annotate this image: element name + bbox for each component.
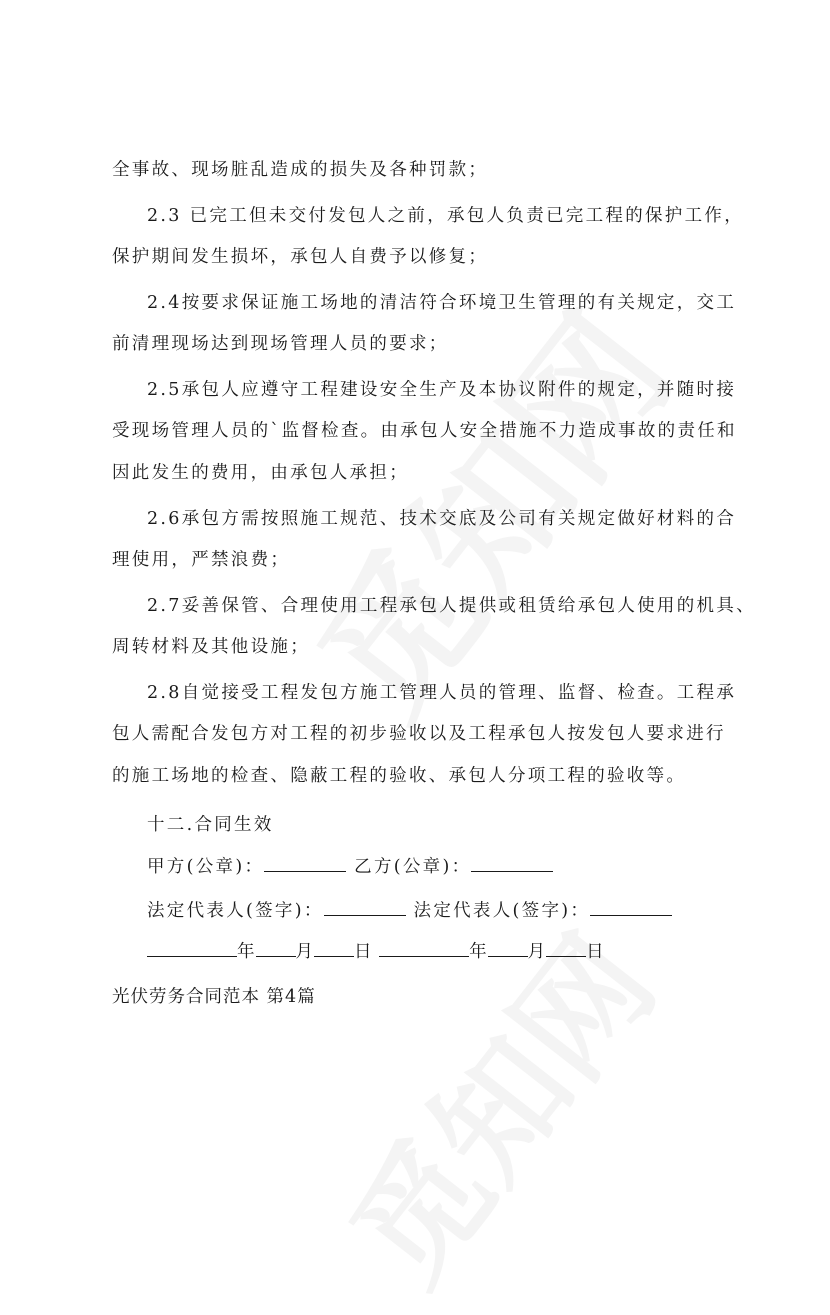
year-label: 年: [237, 942, 256, 962]
party-a-label: 甲方(公章)：: [147, 857, 265, 877]
day-label: 日: [586, 942, 605, 962]
clause-2-6-line: 2.6承包方需按照施工规范、技术交底及公司有关规定做好材料的合: [147, 509, 737, 529]
day-blank: [546, 940, 586, 957]
clause-2-5-line: 2.5承包人应遵守工程建设安全生产及本协议附件的规定，并随时接: [147, 380, 737, 400]
clause-2-7-line: 2.7妥善保管、合理使用工程承包人提供或租赁给承包人使用的机具、: [147, 596, 756, 616]
paragraph-line: 前清理现场达到现场管理人员的要求；: [112, 334, 449, 354]
year-blank: [147, 940, 237, 957]
next-document-title: 光伏劳务合同范本 第4篇: [112, 987, 316, 1007]
clause-2-3-line: 2.3 已完工但未交付发包人之前，承包人负责已完工程的保护工作，: [147, 206, 744, 226]
paragraph-line: 全事故、现场脏乱造成的损失及各种罚款；: [112, 160, 489, 180]
party-signature-row: [147, 855, 553, 879]
day-blank: [314, 940, 354, 957]
party-b-blank: [471, 855, 553, 872]
paragraph-line: 受现场管理人员的`监督检查。由承包人安全措施不力造成事故的责任和: [112, 421, 737, 441]
party-b-label: 乙方(公章)：: [354, 857, 472, 877]
rep-a-label: 法定代表人(签字)：: [147, 901, 324, 921]
clause-2-8-line: 2.8自觉接受工程发包方施工管理人员的管理、监督、检查。工程承: [147, 683, 737, 703]
day-label: 日: [354, 942, 373, 962]
section-heading: 十二.合同生效: [147, 815, 274, 835]
paragraph-line: 包人需配合发包方对工程的初步验收以及工程承包人按发包人要求进行: [112, 724, 726, 744]
month-blank: [256, 940, 296, 957]
date-row: [147, 940, 605, 964]
rep-b-label: 法定代表人(签字)：: [413, 901, 591, 921]
month-blank: [488, 940, 528, 957]
rep-a-blank: [324, 899, 406, 916]
paragraph-line: 理使用，严禁浪费；: [112, 550, 291, 570]
paragraph-line: 周转材料及其他设施；: [112, 637, 310, 657]
paragraph-line: 的施工场地的检查、隐蔽工程的验收、承包人分项工程的验收等。: [112, 766, 687, 786]
year-label: 年: [469, 942, 488, 962]
paragraph-line: 保护期间发生损坏，承包人自费予以修复；: [112, 247, 489, 267]
party-a-blank: [264, 855, 346, 872]
month-label: 月: [527, 942, 547, 962]
month-label: 月: [295, 942, 314, 962]
representative-signature-row: [147, 899, 672, 923]
year-blank: [379, 940, 469, 957]
clause-2-4-line: 2.4按要求保证施工场地的清洁符合环境卫生管理的有关规定，交工: [147, 293, 737, 313]
paragraph-line: 因此发生的费用，由承包人承担；: [112, 463, 409, 483]
rep-b-blank: [590, 899, 672, 916]
